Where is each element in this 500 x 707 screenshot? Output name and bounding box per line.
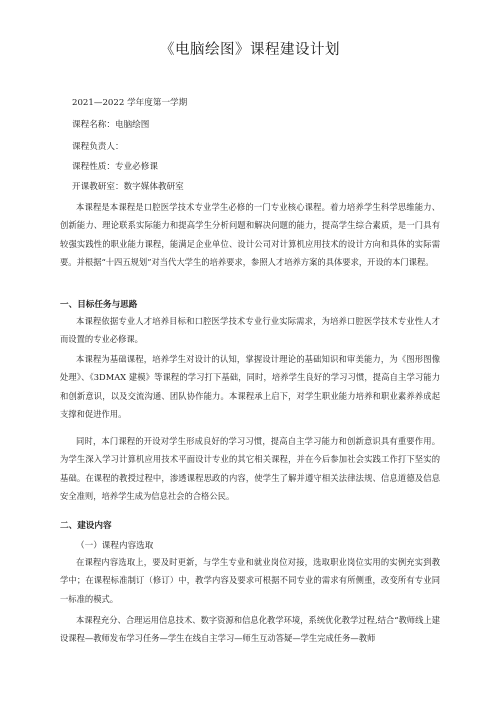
section-2-subheading: （一）课程内容选取: [76, 541, 154, 551]
department-line: 开课教研室：数字媒体教研室: [72, 182, 184, 192]
course-nature-line: 课程性质：专业必修课: [72, 162, 158, 172]
intro-paragraph: 本课程是本课程是口腔医学技术专业学生必修的一门专业核心课程。着力培养学生科学思维能力、创新能力、理论联系实际能力和提高学生分析问题和解决问题的能力，提高学生综合素质，是一门具有较强实践性的职业能力课程，能满足企业单位、设计公司对计算机应用技术的设计方向和具体的实际需要。并根据“十四五规划”对当代大学生的培养要求，参照人才培养方案的具体要求，开设的本门课程。: [60, 202, 440, 268]
course-name-line: 课程名称：电脑绘图: [72, 120, 150, 130]
section-1-paragraph-2: 本课程为基础课程，培养学生对设计的认知，掌握设计理论的基础知识和审美能力，为《图形图像处理》、《3DMAX 建模》等课程的学习打下基础，同时，培养学生良好的学习习惯，提高自主学习能力和创新意识，以及交流沟通、团队协作能力。本课程承上启下，对学生职业能力培养和职业素养养成起支撑和促进作用。: [60, 354, 440, 420]
semester-line: 2021—2022 学年度第一学期: [72, 98, 188, 108]
section-2-paragraph-2: 本课程充分、合理运用信息技术、数字资源和信息化教学环境，系统优化教学过程,结合“教师线上建设课程—教师发布学习任务—学生在线自主学习—师生互动答疑—学生完成任务—教师: [60, 615, 440, 644]
page-title: 《电脑绘图》课程建设计划: [160, 42, 340, 58]
section-1-heading: 一、目标任务与思路: [60, 300, 138, 310]
section-1-paragraph-3: 同时，本门课程的开设对学生形成良好的学习习惯，提高自主学习能力和创新意识具有重要作用。为学生深入学习计算机应用技术平面设计专业的其它相关课程，并在今后参加社会实践工作打下坚实的基础。在课程的教授过程中，渗透课程思政的内容，使学生了解并遵守相关法律法规、信息道德及信息安全准则，培养学生成为信息社会的合格公民。: [60, 436, 440, 502]
section-1-paragraph-1: 本课程依据专业人才培养目标和口腔医学技术专业行业实际需求，为培养口腔医学技术专业性人才而设置的专业必修课。: [60, 316, 440, 345]
course-leader-line: 课程负责人：: [72, 142, 124, 152]
section-2-heading: 二、建设内容: [60, 521, 112, 531]
section-2-paragraph-1: 在课程内容选取上，要及时更新，与学生专业和就业岗位对接，选取职业岗位实用的实例充实到教学中；在课程标准制订（修订）中，教学内容及要求可根据不同专业的需求有所侧重，改变所有专业同一标准的模式。: [60, 557, 440, 604]
